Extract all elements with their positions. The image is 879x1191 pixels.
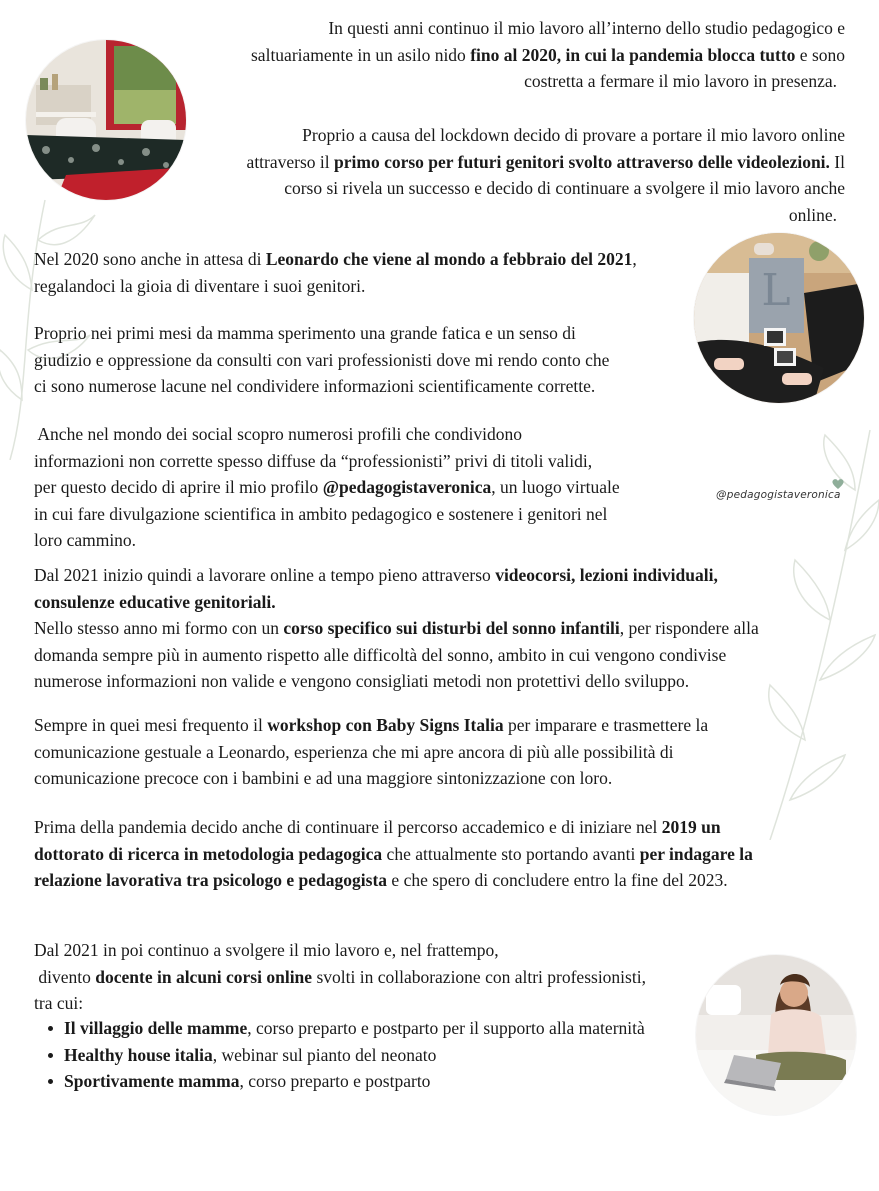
text-line: Nel 2020 sono anche in attesa di Leonardo che viene al mondo a febbraio del 2021, [34, 249, 637, 269]
text-line: informazioni non corrette spesso diffuse da “professionisti” privi di titoli validi, [34, 450, 593, 471]
list-item: Healthy house italia, webinar sul pianto del neonato [34, 1042, 645, 1069]
text-line: tra cui: [34, 993, 84, 1013]
text-line: costretta a fermare il mio lavoro in presenza. [524, 71, 837, 91]
studio-room-photo [26, 40, 186, 200]
text-line: Proprio nei primi mesi da mamma sperimento una grande fatica e un senso di [34, 323, 576, 343]
text-line: Sempre in quei mesi frequento il workshop con Baby Signs Italia per imparare e trasmettere la [34, 715, 709, 735]
online-work-paragraph [34, 562, 759, 695]
text-line: Dal 2021 inizio quindi a lavorare online a tempo pieno attraverso videocorsi, lezioni individuali, [34, 565, 718, 585]
heart-icon [831, 477, 845, 491]
text-line: attraverso il primo corso per futuri genitori svolto attraverso delle videolezioni. Il [246, 151, 845, 172]
text-line: corso si rivela un successo e decido di continuare a svolgere il mio lavoro anche [284, 178, 845, 198]
text-line: per questo decido di aprire il mio profilo @pedagogistaveronica, un luogo virtuale [34, 477, 620, 497]
docente-laptop-photo [696, 955, 856, 1115]
text-line: giudizio e oppressione da consulti con vari professionisti dove mi rendo conto che [34, 349, 610, 370]
text-line: saltuariamente in un asilo nido fino al 2020, in cui la pandemia blocca tutto e sono [251, 44, 845, 65]
text-line: ci sono numerose lacune nel condividere informazioni scientificamente corrette. [34, 376, 596, 396]
first-months-paragraph [34, 320, 609, 400]
text-line: divento docente in alcuni corsi online svolti in collaborazione con altri professionisti, [34, 966, 646, 987]
courses-list [34, 1015, 645, 1095]
text-line: in cui fare divulgazione scientifica in ambito pedagogico e sostenere i genitori nel [34, 503, 608, 524]
text-line: comunicazione precoce con i bambini e ad una maggiore sintonizzazione con loro. [34, 768, 613, 788]
text-line: consulenze educative genitoriali. [34, 591, 276, 612]
lockdown-paragraph [190, 122, 845, 228]
text-line: Dal 2021 in poi continuo a svolgere il mio lavoro e, nel frattempo, [34, 940, 499, 960]
text-line: Proprio a causa del lockdown decido di provare a portare il mio lavoro online [302, 125, 845, 145]
baby-signs-paragraph [34, 712, 708, 792]
intro-paragraph [200, 15, 845, 95]
leaf-branch-left-decoration [0, 160, 120, 460]
phd-paragraph [34, 814, 753, 894]
text-line: domanda sempre più in aumento rispetto alle difficoltà del sonno, ambito in cui vengono condivise [34, 644, 727, 665]
text-line: Nello stesso anno mi formo con un corso specifico sui disturbi del sonno infantili, per rispondere alla [34, 618, 759, 638]
list-item: Il villaggio delle mamme, corso preparto e postparto per il supporto alla maternità [34, 1015, 645, 1042]
svg-text:L: L [761, 265, 791, 316]
text-line: comunicazione gestuale a Leonardo, esperienza che mi apre ancora di più alle possibilità di [34, 741, 674, 762]
text-line: Prima della pandemia decido anche di continuare il percorso accademico e di iniziare nel 2019 un [34, 817, 721, 837]
leaf-branch-right-decoration [760, 420, 879, 840]
teaching-paragraph [34, 937, 646, 1017]
instagram-handle-signature: @pedagogistaveronica [716, 489, 841, 501]
list-item: Sportivamente mamma, corso preparto e postparto [34, 1068, 645, 1095]
social-profile-paragraph [34, 421, 620, 554]
text-line: regalandoci la gioia di diventare i suoi genitori. [34, 275, 366, 296]
text-line: relazione lavorativa tra psicologo e pedagogista e che spero di concludere entro la fine del 2023. [34, 870, 728, 890]
leonardo-announcement-photo [694, 233, 864, 403]
text-line: loro cammino. [34, 530, 137, 550]
text-line: Anche nel mondo dei social scopro numerosi profili che condividono [34, 424, 522, 444]
leonardo-paragraph [34, 246, 637, 299]
text-line: numerose informazioni non valide e vengono consigliati metodi non protettivi dello sviluppo. [34, 671, 690, 691]
text-line: In questi anni continuo il mio lavoro all’interno dello studio pedagogico e [328, 18, 845, 38]
text-line: dottorato di ricerca in metodologia pedagogica che attualmente sto portando avanti per indagare la [34, 843, 753, 864]
text-line: online. [788, 204, 837, 225]
